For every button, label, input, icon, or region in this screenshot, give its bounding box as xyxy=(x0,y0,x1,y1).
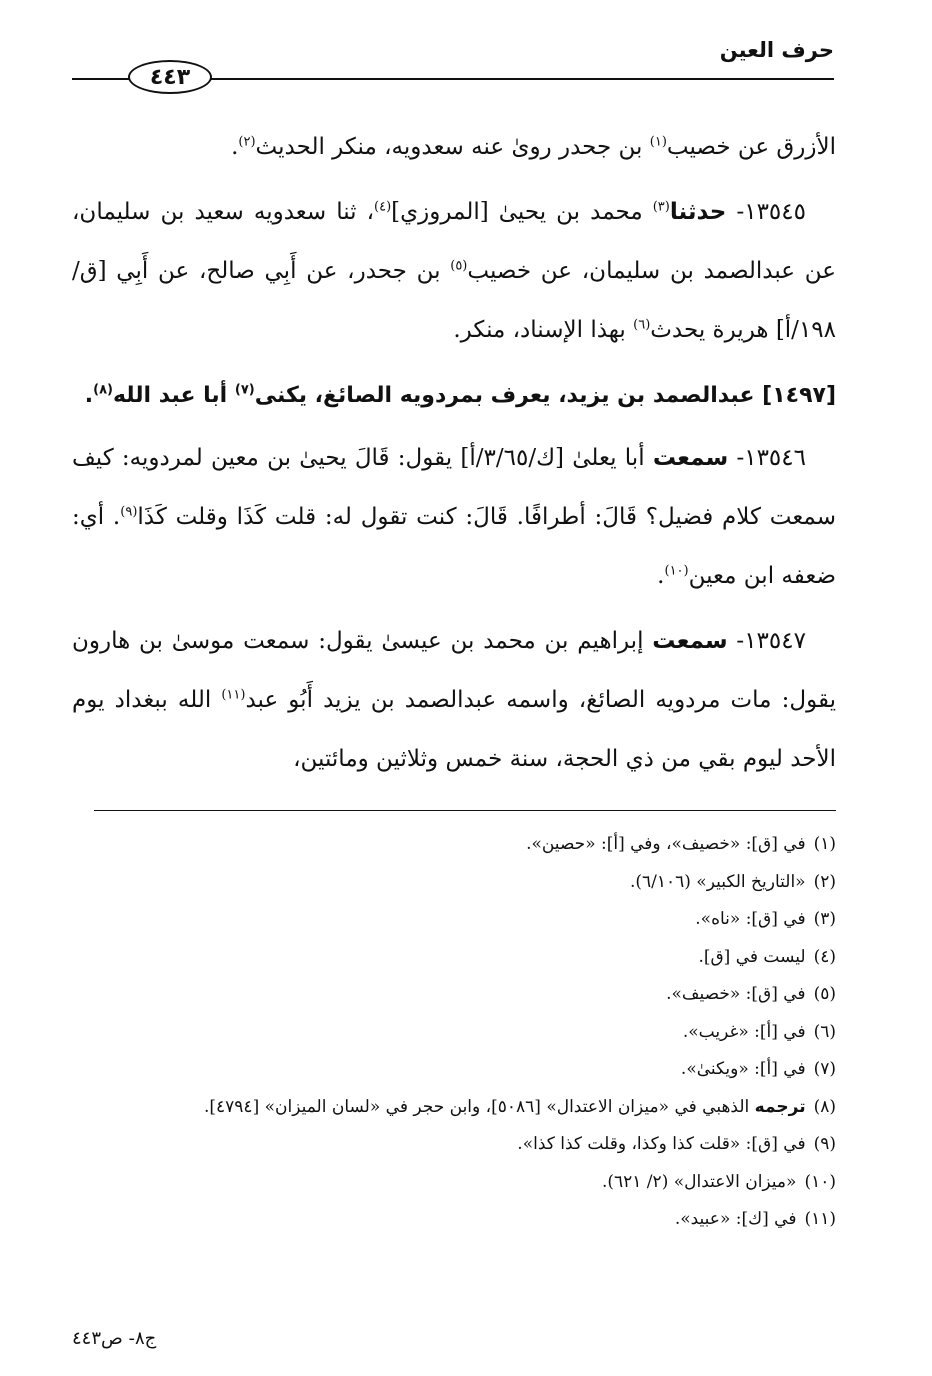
footnote-number: (٦) xyxy=(813,1021,836,1042)
footnote-text: في [أ]: «ويكنىٰ». xyxy=(680,1059,806,1079)
text-segment: . xyxy=(231,134,239,160)
text-segment: بن جحدر، عن أَبِي صالح، عن أَبِي [ق/١٩٨/أ] هريرة يحدث xyxy=(72,258,836,343)
footnote-number: (٨) xyxy=(813,1096,836,1117)
hadith-number: ١٣٥٤٧- xyxy=(727,628,806,654)
hadith-number: ١٣٥٤٥- xyxy=(726,199,806,225)
footnote-text: «التاريخ الكبير» (٦/١٠٦). xyxy=(629,871,806,892)
footnote-number: (١٠) xyxy=(804,1171,836,1192)
text-segment: الله ببغداد يوم الأحد ليوم بقي من ذي الحجة، سنة خمس وثلاثين ومائتين، xyxy=(72,687,836,772)
footnote-bold-word: ترجمه xyxy=(754,1096,806,1117)
footnotes-list xyxy=(72,826,836,1239)
text-segment: . xyxy=(84,383,94,408)
running-title: حرف العين xyxy=(719,38,834,62)
footnote-item xyxy=(72,1014,836,1052)
footnote-separator xyxy=(94,810,836,811)
text-segment: بن جحدر روىٰ عنه سعدويه، منكر الحديث xyxy=(255,134,650,160)
page-number-badge xyxy=(128,60,212,94)
footnote-item xyxy=(72,1051,836,1089)
footnote-ref-5[interactable]: (٥) xyxy=(450,258,468,274)
footnote-text: في [ك]: «عبيد». xyxy=(674,1209,797,1229)
footnote-text: في [أ]: «غريب». xyxy=(682,1021,806,1042)
footnote-item xyxy=(72,1126,836,1164)
footnote-number: (٣) xyxy=(813,909,836,929)
footnote-number: (٢) xyxy=(813,871,836,892)
footnote-text: الذهبي في «ميزان الاعتدال» [٥٠٨٦]، وابن حجر في «لسان الميزان» [٤٧٩٤]. xyxy=(203,1096,755,1117)
footnote-text: ليست في [ق]. xyxy=(698,946,806,967)
footnote-text: في [ق]: «ناه». xyxy=(695,909,806,929)
footnote-number: (١) xyxy=(813,834,836,854)
footnote-text: في [ق]: «قلت كذا وكذا، وقلت كذا كذا». xyxy=(517,1134,806,1154)
narration-verb: حدثنا xyxy=(669,199,727,225)
footnote-text: في [ق]: «خصيف»، وفي [أ]: «حصين». xyxy=(526,834,806,854)
page-number: ٤٤٣ xyxy=(149,64,191,90)
paragraph-1 xyxy=(72,118,836,177)
footnote-text: في [ق]: «خصيف». xyxy=(666,984,806,1004)
text-segment: ، ثنا سعدويه سعيد بن سليمان، عن عبدالصمد بن سليمان، عن خصيب xyxy=(72,199,837,284)
footnote-ref-6[interactable]: (٦) xyxy=(633,317,651,333)
text-segment: محمد بن يحيىٰ [المروزي] xyxy=(391,199,653,225)
text-segment: إبراهيم بن محمد بن عيسىٰ يقول: سمعت موسىٰ بن هارون يقول: مات مردويه الصائغ، واسمه عبدالصمد بن يزيد أَبُو عبد xyxy=(72,628,836,713)
footnote-ref-11[interactable]: (١١) xyxy=(221,687,246,703)
footnote-ref-10[interactable]: (١٠) xyxy=(664,563,689,579)
footnote-item xyxy=(72,826,836,864)
biography-entry-1497 xyxy=(72,366,836,425)
text-segment: أبا يعلىٰ [ك/٣/٦٥/أ] يقول: قَالَ يحيىٰ بن معين لمردويه: كيف سمعت كلام فضيل؟ قَالَ: أطرافًا. قَالَ: كنت تقول له: قلت كَذَا وقلت كَذَا xyxy=(72,445,836,530)
footnote-ref-4[interactable]: (٤) xyxy=(374,199,392,215)
footnote-item xyxy=(72,1089,836,1127)
footnote-item xyxy=(72,1201,836,1239)
footnote-number: (٩) xyxy=(813,1134,836,1154)
footnote-number: (٥) xyxy=(813,984,836,1004)
footnote-number: (١١) xyxy=(804,1209,836,1229)
narration-verb: سمعت xyxy=(652,445,729,471)
narration-verb: سمعت xyxy=(652,628,728,654)
hadith-13546 xyxy=(72,429,836,606)
footnote-ref-2[interactable]: (٢) xyxy=(238,134,256,150)
footnote-number: (٧) xyxy=(813,1059,836,1079)
main-text xyxy=(72,118,836,795)
entry-heading: [١٤٩٧] عبدالصمد بن يزيد، يعرف بمردويه الصائغ، يكنى xyxy=(254,383,836,408)
text-segment: . أي: ضعفه ابن معين xyxy=(72,504,836,589)
footnote-ref-7[interactable]: (٧) xyxy=(234,382,255,398)
footnote-number: (٤) xyxy=(813,946,836,967)
footnote-ref-1[interactable]: (١) xyxy=(649,134,667,150)
entry-heading: أبا عبد الله xyxy=(112,383,235,408)
footnote-ref-9[interactable]: (٩) xyxy=(120,504,138,520)
footnote-ref-8[interactable]: (٨) xyxy=(93,382,113,398)
footnote-text: «ميزان الاعتدال» (٢/ ٦٢١). xyxy=(601,1171,797,1192)
footnote-item xyxy=(72,1164,836,1202)
text-segment: . xyxy=(657,563,665,589)
volume-page-marker: ج٨- ص٤٤٣ xyxy=(72,1328,157,1349)
hadith-13545 xyxy=(72,183,836,360)
footnote-item xyxy=(72,976,836,1014)
text-segment: بهذا الإسناد، منكر. xyxy=(453,317,634,343)
hadith-number: ١٣٥٤٦- xyxy=(728,445,806,471)
footnote-item xyxy=(72,864,836,902)
footnote-item xyxy=(72,939,836,977)
footnote-item xyxy=(72,901,836,939)
text-segment: الأزرق عن خصيب xyxy=(666,134,836,160)
hadith-13547 xyxy=(72,612,836,789)
footnote-ref-3[interactable]: (٣) xyxy=(652,199,670,215)
